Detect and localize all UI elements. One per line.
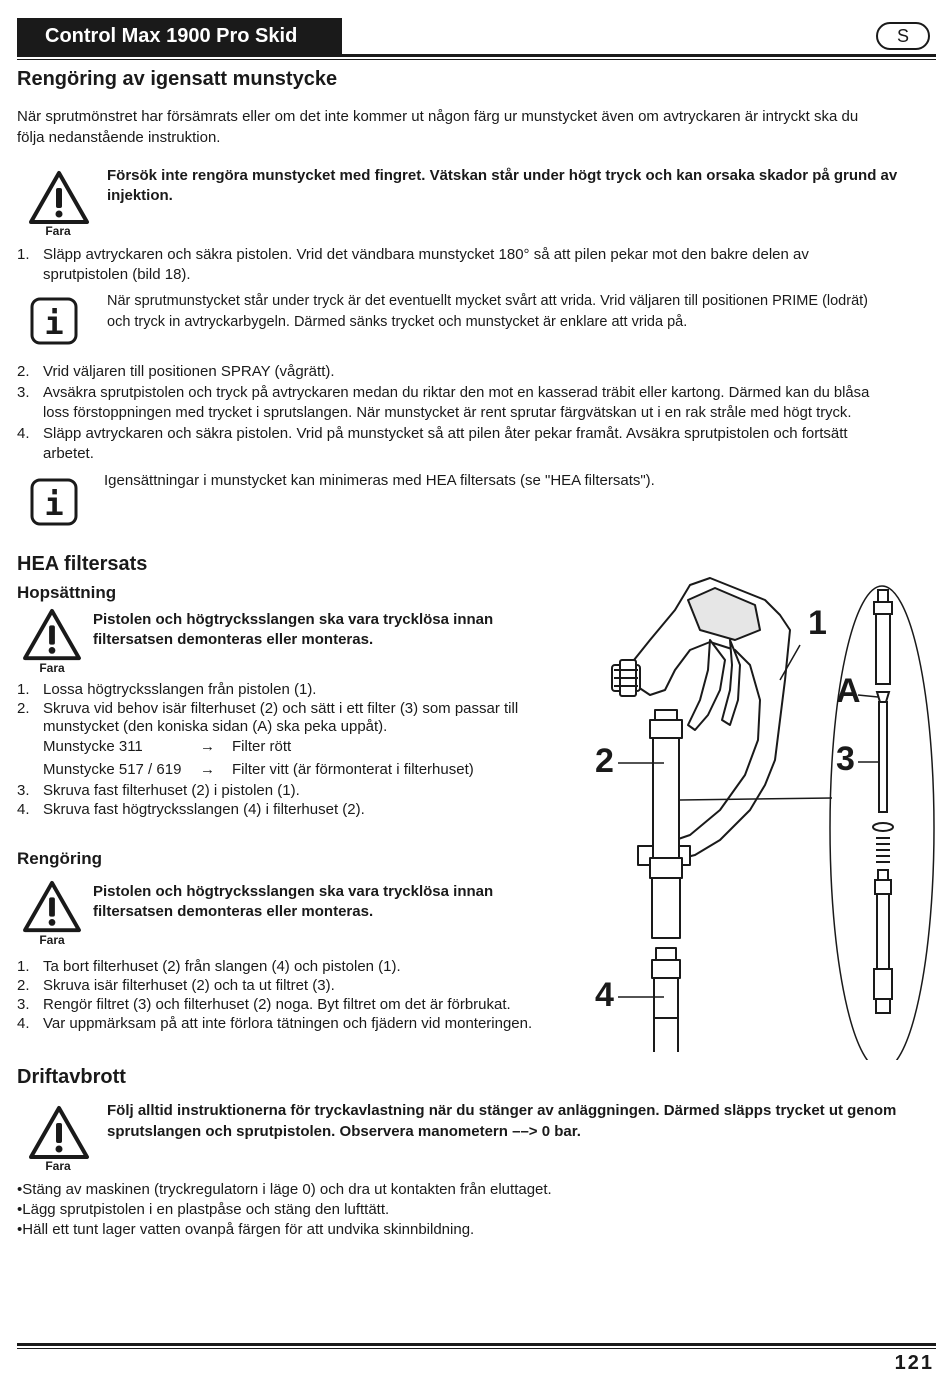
step-number: 1.	[17, 958, 30, 975]
warning-triangle-icon	[28, 170, 90, 226]
nozzle-517-619-label: Munstycke 517 / 619	[43, 761, 182, 778]
step-number: 2.	[17, 363, 30, 380]
warning-text-line-2: filtersatsen demonteras eller monteras.	[93, 903, 374, 920]
warning-text-line-1: Försök inte rengöra munstycket med fingret. Vätskan står under högt tryck och kan orsaka skador på grund av	[107, 167, 898, 184]
warning-label: Fara	[45, 1159, 71, 1173]
arrow-right-icon: →	[200, 761, 215, 778]
filter-red-label: Filter rött	[232, 738, 292, 755]
header-rule-thin	[17, 59, 936, 60]
footer-rule	[17, 1343, 936, 1346]
bullet-icon: •	[17, 1221, 23, 1238]
info-text-line-1: När sprutmunstycket står under tryck är det eventuellt mycket svårt att vrida. Vrid väljaren till positionen PRIME (lodrät)	[107, 293, 868, 309]
step-1-line-1: Släpp avtryckaren och säkra pistolen. Vrid det vändbara munstycket 180° så att pilen pekar mot den bakre delen av	[43, 246, 809, 263]
warning-text-line-1: Följ alltid instruktionerna för tryckavlastning när du stänger av anläggningen. Därmed släpps trycket ut genom	[107, 1102, 897, 1119]
bullet-item	[17, 1220, 474, 1240]
assembly-step-2-line-2: munstycket (den koniska sidan (A) ska peka uppåt).	[43, 718, 388, 735]
subheading-cleaning: Rengöring	[17, 849, 102, 868]
warning-text-line-2: sprutslangen och sprutpistolen. Observera manometern ––> 0 bar.	[107, 1123, 581, 1140]
step-number: 4.	[17, 425, 30, 442]
step-1-line-2: sprutpistolen (bild 18).	[43, 266, 191, 283]
info-text-line-2: och tryck in avtryckarbygeln. Därmed sänks trycket och munstycket är enklare att vrida på.	[107, 314, 688, 330]
info-icon	[30, 297, 78, 345]
cleaning-step-2: Skruva isär filterhuset (2) och ta ut filtret (3).	[43, 977, 335, 994]
bullet-icon: •	[17, 1181, 23, 1198]
step-number: 4.	[17, 801, 30, 818]
assembly-step-4: Skruva fast högtrycksslangen (4) i filterhuset (2).	[43, 801, 365, 818]
step-number: 1.	[17, 246, 30, 263]
warning-triangle-icon	[22, 880, 82, 934]
bullet-text: Lägg sprutpistolen i en plastpåse och stäng den lufttätt.	[22, 1201, 390, 1218]
figure-label-2: 2	[595, 742, 614, 780]
figure-label-3: 3	[836, 740, 855, 778]
step-number: 4.	[17, 1015, 30, 1032]
assembly-step-1: Lossa högtrycksslangen från pistolen (1).	[43, 681, 317, 698]
warning-label: Fara	[39, 661, 65, 675]
warning-label: Fara	[39, 933, 65, 947]
cleaning-step-4: Var uppmärksam på att inte förlora tätningen och fjädern vid monteringen.	[43, 1015, 533, 1032]
assembly-step-2-line-1: Skruva vid behov isär filterhuset (2) och sätt i ett filter (3) som passar till	[43, 700, 519, 717]
bullet-text: Stäng av maskinen (tryckregulatorn i läge 0) och dra ut kontakten från eluttaget.	[22, 1181, 552, 1198]
nozzle-311-label: Munstycke 311	[43, 738, 143, 755]
spray-gun-filter-illustration	[590, 570, 940, 1060]
bullet-item	[17, 1200, 389, 1220]
warning-triangle-icon	[22, 608, 82, 662]
section-heading-clogged-nozzle: Rengöring av igensatt munstycke	[17, 68, 338, 90]
figure-label-a: A	[836, 672, 861, 710]
figure-label-1: 1	[808, 604, 827, 642]
warning-text-line-2: filtersatsen demonteras eller monteras.	[93, 631, 374, 648]
intro-line-2: följa nedanstående instruktion.	[17, 129, 221, 146]
filter-white-label: Filter vitt (är förmonterat i filterhuset)	[232, 761, 474, 778]
info-icon	[30, 478, 78, 526]
svg-text:i: i	[44, 304, 64, 342]
footer-rule-thin	[17, 1348, 936, 1349]
info-text: Igensättningar i munstycket kan minimeras med HEA filtersats (se "HEA filtersats").	[104, 472, 655, 489]
language-badge: S	[876, 22, 930, 50]
figure-label-4: 4	[595, 976, 614, 1014]
step-4-line-2: arbetet.	[43, 445, 94, 462]
warning-triangle-icon	[28, 1105, 90, 1161]
bullet-icon: •	[17, 1201, 23, 1218]
cleaning-step-3: Rengör filtret (3) och filterhuset (2) noga. Byt filtret om det är förbrukat.	[43, 996, 511, 1013]
step-number: 1.	[17, 681, 30, 698]
header-title: Control Max 1900 Pro Skid	[17, 18, 342, 54]
page-number: 121	[894, 1352, 934, 1374]
step-number: 3.	[17, 996, 30, 1013]
section-heading-hea-filter: HEA filtersats	[17, 553, 148, 575]
step-3-line-2: loss förstoppningen med trycket i sprutslangen. När munstycket är rent sprutar färgvätskan ut i en rak stråle med högt tryck.	[43, 405, 852, 421]
assembly-step-3: Skruva fast filterhuset (2) i pistolen (1).	[43, 782, 300, 799]
intro-line-1: När sprutmönstret har försämrats eller om det inte kommer ut någon färg ur munstycket även om avtryckaren är intryckt ska du	[17, 108, 859, 125]
bullet-text: Häll ett tunt lager vatten ovanpå färgen för att undvika skinnbildning.	[22, 1221, 475, 1238]
bullet-item	[17, 1180, 552, 1200]
step-2-text: Vrid väljaren till positionen SPRAY (vågrätt).	[43, 363, 335, 380]
warning-text-line-1: Pistolen och högtrycksslangen ska vara trycklösa innan	[93, 883, 494, 900]
step-number: 2.	[17, 977, 30, 994]
subheading-assembly: Hopsättning	[17, 583, 117, 602]
step-3-line-1: Avsäkra sprutpistolen och tryck på avtryckaren medan du riktar den mot en kasserad träbit eller kartong. Därmed kan du blåsa	[43, 385, 870, 401]
step-4-line-1: Släpp avtryckaren och säkra pistolen. Vrid på munstycket så att pilen åter pekar framåt. Avsäkra sprutpistolen och fortsätt	[43, 425, 848, 442]
warning-label: Fara	[45, 224, 71, 238]
step-number: 3.	[17, 384, 30, 401]
warning-text-line-2: injektion.	[107, 187, 173, 204]
header-rule	[17, 54, 936, 57]
cleaning-step-1: Ta bort filterhuset (2) från slangen (4) och pistolen (1).	[43, 958, 401, 975]
svg-text:i: i	[44, 485, 64, 523]
warning-text-line-1: Pistolen och högtrycksslangen ska vara trycklösa innan	[93, 611, 494, 628]
arrow-right-icon: →	[200, 738, 215, 755]
step-number: 3.	[17, 782, 30, 799]
section-heading-shutdown: Driftavbrott	[17, 1066, 126, 1088]
step-number: 2.	[17, 700, 30, 717]
